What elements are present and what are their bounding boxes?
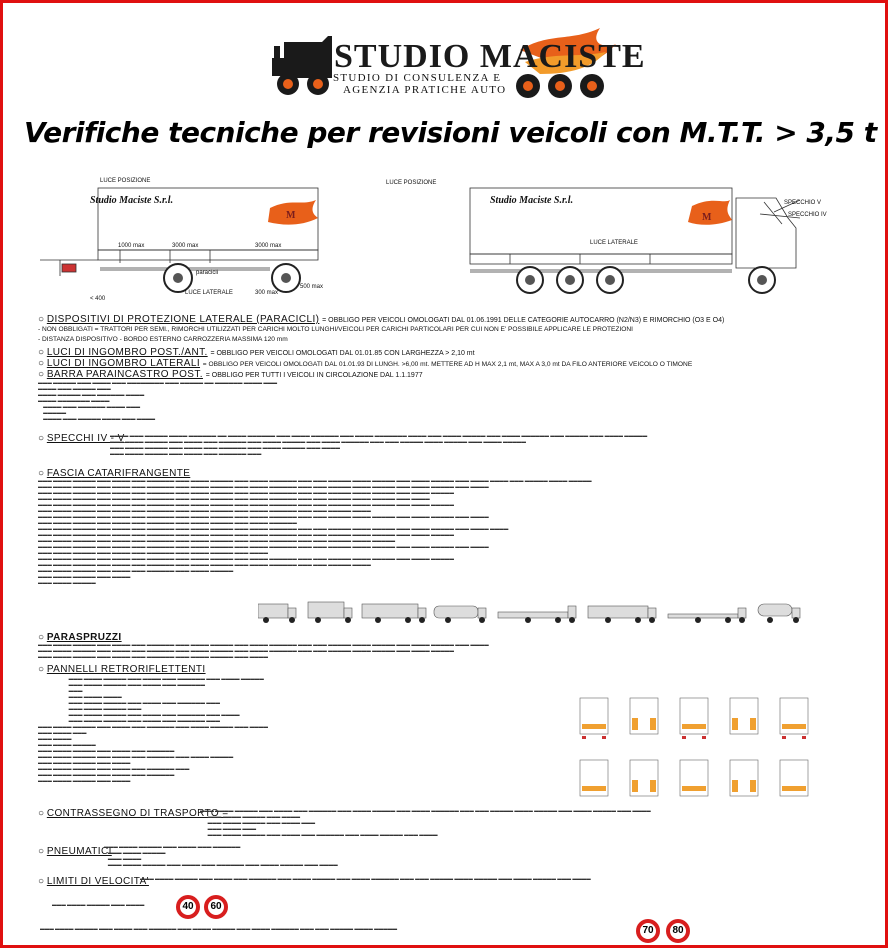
label-paracicli: paracicli	[196, 270, 219, 276]
heading-pannelli: PANNELLI RETRORIFLETTENTI	[46, 664, 206, 675]
page-title: Verifiche tecniche per revisioni veicoli con M.T.T. > 3,5 t	[24, 116, 877, 149]
fine-print-paraspruzzi: ▬▬▬ ▬▬▬▬ ▬▬▬▬▬ ▬▬▬ ▬▬▬▬ ▬▬▬ ▬▬▬▬▬▬ ▬▬▬ ▬▬▬▬ ▬▬▬▬▬ ▬▬▬ ▬▬▬▬ ▬▬▬▬▬▬ ▬▬▬ ▬▬▬ ▬▬▬▬▬ ▬▬▬▬ ▬▬▬▬▬ ▬▬▬ ▬▬▬▬ ▬▬▬▬▬ ▬▬▬ ▬▬▬▬ ▬▬▬ ▬▬▬▬ ▬▬▬▬▬ ▬▬▬ ▬▬▬▬ ▬▬▬ ▬▬▬▬▬▬ ▬▬▬ ▬▬▬▬ ▬▬▬▬▬ ▬▬▬ ▬▬▬▬ ▬▬▬▬▬▬ ▬▬▬ ▬▬▬ ▬▬▬▬▬ ▬▬▬▬ ▬▬▬▬▬ ▬▬▬ ▬▬▬▬ ▬▬▬▬▬ ▬▬▬ ▬▬▬▬ ▬▬▬▬▬ ▬▬▬ ▬▬▬▬ ▬▬▬ ▬▬▬▬▬▬ ▬▬▬ ▬▬▬▬ ▬▬▬▬▬ ▬▬▬ ▬▬▬▬	[38, 642, 489, 659]
section-pannelli: ○ PANNELLI RETRORIFLETTENTI	[38, 664, 206, 675]
section-fascia: ○ FASCIA CATARIFRANGENTE	[38, 468, 191, 479]
text-dispositivi: = OBBLIGO PER VEICOLI OMOLOGATI DAL 01.06.1991 DELLE CATEGORIE AUTOCARRO (N2/N3) E RIMORCHIO (O3 E O4)	[322, 317, 725, 324]
truck-company-name: Studio Maciste S.r.l.	[490, 195, 574, 206]
text-luci-post: = OBBLIGO PER VEICOLI OMOLOGATI DAL 01.01.85 CON LARGHEZZA > 2,10 mt	[210, 350, 475, 357]
svg-text:M: M	[702, 212, 712, 223]
trailer-company-name: Studio Maciste S.r.l.	[90, 195, 174, 206]
brand-name: STUDIO MACISTE	[334, 38, 646, 75]
section-dispositivi: ○ DISPOSITIVI DI PROTEZIONE LATERALE (PARACICLI) = OBBLIGO PER VEICOLI OMOLOGATI DAL 01.06.1991 DELLE CATEGORIE AUTOCARRO (N2/N3) E RIMORCHIO (O3 E O4)	[38, 314, 725, 325]
fine-print-barra: ▬▬▬ ▬▬▬▬▬ ▬▬▬ ▬▬▬▬ ▬▬▬ ▬▬▬▬▬▬▬▬ ▬▬▬ ▬▬▬▬▬ ▬▬ ▬▬▬▬▬▬ ▬▬▬▬ ▬▬▬ ▬▬▬▬ ▬▬▬ ▬▬▬▬▬ ▬▬▬ ▬▬▬▬ ▬▬▬▬▬ ▬▬▬ ▬▬▬▬▬▬ ▬▬▬▬ ▬▬▬▬ ▬▬▬▬▬▬▬ ▬▬▬▬ ▬▬▬▬ ▬▬▬ ▬▬▬▬▬▬ ▬▬▬▬ ▬▬▬ ▬▬▬▬▬ ▬▬▬▬ ▬▬▬ ▬▬▬▬▬ ▬▬▬▬ ▬▬▬ ▬▬▬▬	[38, 380, 278, 421]
section-luci-post: ○ LUCI DI INGOMBRO POST./ANT. = OBBLIGO PER VEICOLI OMOLOGATI DAL 01.01.85 CON LARGHEZZA > 2,10 mt	[38, 347, 475, 358]
fine-print-limiti-small: ▬▬▬ ▬▬▬▬ ▬▬▬▬▬ ▬▬▬ ▬▬▬▬	[52, 902, 145, 907]
heading-luci-post: LUCI DI INGOMBRO POST./ANT.	[46, 347, 208, 358]
vehicle-types-illustration	[258, 598, 818, 628]
heading-contrassegno: CONTRASSEGNO DI TRASPORTO =	[46, 808, 229, 819]
label-dim-3000a: 3000 max	[172, 243, 199, 249]
text-non-obbligati: - NON OBBLIGATI = TRATTORI PER SEMI., RIMORCHI UTILIZZATI PER CARICHI MOLTO LUNGHI/VEICOLI PER CARICHI PARTICOLARI PER CUI NON E' POSSIBILE APPLICARE LE PROTEZIONI	[38, 326, 633, 333]
label-dim-1000: 1000 max	[118, 243, 145, 249]
section-specchi: ○ SPECCHI IV - V	[38, 433, 125, 444]
speed-limit-80-sign: 80	[666, 919, 690, 943]
label-luce-posizione-left: LUCE POSIZIONE	[100, 178, 151, 184]
reflective-panels-illustration	[560, 688, 870, 808]
label-specchio-iv: SPECCHIO IV	[788, 212, 827, 218]
section-luci-lat: ○ LUCI DI INGOMBRO LATERALI = OBBLIGO PER VEICOLI OMOLOGATI DAL 01.01.93 DI LUNGH. >6,00 mt. METTERE AD H MAX 2,1 mt, MAX A 3,0 mt DA FILO ANTERIORE VEICOLO O TIMONE	[38, 358, 693, 369]
text-luci-lat: = OBBLIGO PER VEICOLI OMOLOGATI DAL 01.01.93 DI LUNGH. >6,00 mt. METTERE AD H MAX 2,1 mt, MAX A 3,0 mt DA FILO ANTERIORE VEICOLO O TIMONE	[202, 361, 693, 368]
label-luce-laterale-right: LUCE LATERALE	[590, 240, 638, 246]
heading-specchi: SPECCHI IV - V	[46, 433, 125, 444]
speed-limit-60-sign: 60	[204, 895, 228, 919]
svg-text:M: M	[286, 210, 296, 221]
label-specchio-v: SPECCHIO V	[784, 200, 822, 206]
label-dim-500: 500 max	[300, 284, 324, 290]
label-dim-400: < 400	[90, 296, 106, 302]
section-barra: ○ BARRA PARAINCASTRO POST. = OBBLIGO PER TUTTI I VEICOLI IN CIRCOLAZIONE DAL 1.1.1977	[38, 369, 423, 380]
section-limiti: ○ LIMITI DI VELOCITA'	[38, 876, 149, 887]
heading-limiti: LIMITI DI VELOCITA'	[46, 876, 149, 887]
label-luce-laterale-left: LUCE LATERALE	[185, 290, 233, 296]
fine-print-contrassegno: ▬▬▬ ▬▬▬▬ ▬▬▬▬▬ ▬▬▬ ▬▬▬▬ ▬▬▬ ▬▬▬▬▬▬ ▬▬▬ ▬▬▬▬ ▬▬▬▬▬ ▬▬▬ ▬▬▬▬ ▬▬▬▬▬▬ ▬▬▬ ▬▬▬ ▬▬▬▬▬ ▬▬▬▬ ▬▬▬▬▬ ▬▬▬ ▬▬▬▬ ▬▬▬▬▬ ▬▬▬ ▬▬▬▬ ▬▬▬ ▬▬▬▬ ▬▬▬▬▬ ▬▬▬ ▬▬▬▬ ▬▬▬ ▬▬▬▬ ▬▬▬▬▬ ▬▬▬ ▬▬▬▬ ▬▬▬ ▬▬▬ ▬▬▬▬ ▬▬▬ ▬▬▬ ▬▬▬▬ ▬▬▬▬▬ ▬▬▬ ▬▬▬▬ ▬▬▬ ▬▬▬▬▬▬ ▬▬▬ ▬▬▬▬ ▬▬▬▬▬ ▬▬▬ ▬▬▬▬	[200, 808, 651, 837]
speed-limit-40-sign: 40	[176, 895, 200, 919]
fine-print-limiti: ▬▬▬ ▬▬▬▬ ▬▬▬▬▬ ▬▬▬ ▬▬▬▬ ▬▬▬ ▬▬▬▬▬▬ ▬▬▬ ▬▬▬▬ ▬▬▬▬▬ ▬▬▬ ▬▬▬▬ ▬▬▬▬▬▬ ▬▬▬ ▬▬▬ ▬▬▬▬▬ ▬▬▬▬ ▬▬▬▬▬ ▬▬▬ ▬▬▬▬ ▬▬▬▬▬ ▬▬▬ ▬▬▬▬	[140, 876, 591, 881]
section-contrassegno: ○ CONTRASSEGNO DI TRASPORTO =	[38, 808, 229, 819]
fine-print-pannelli: ▬▬▬ ▬▬▬▬ ▬▬▬▬▬ ▬▬▬ ▬▬▬▬ ▬▬▬ ▬▬▬▬▬▬ ▬▬▬ ▬▬▬▬ ▬▬▬▬▬ ▬▬▬ ▬▬▬▬ ▬▬▬▬▬ ▬▬▬ ▬▬▬▬ ▬▬▬ ▬▬▬▬▬▬ ▬▬▬ ▬▬▬ ▬▬▬▬ ▬▬▬▬ ▬▬▬ ▬▬▬▬ ▬▬▬▬▬ ▬▬▬ ▬▬▬▬ ▬▬▬ ▬▬▬▬▬▬ ▬▬▬ ▬▬▬ ▬▬▬▬ ▬▬▬▬▬ ▬▬▬ ▬▬▬ ▬▬▬▬ ▬▬▬▬▬ ▬▬▬ ▬▬▬▬ ▬▬▬ ▬▬▬▬▬▬ ▬▬▬ ▬▬▬▬ ▬▬▬ ▬▬▬▬ ▬▬▬▬▬ ▬▬▬ ▬▬▬▬ ▬▬▬ ▬▬▬▬▬▬ ▬▬▬ ▬▬▬ ▬▬▬▬ ▬▬▬▬▬ ▬▬▬ ▬▬▬▬ ▬▬▬ ▬▬▬▬▬▬ ▬▬▬ ▬▬▬▬ ▬▬▬▬▬ ▬▬▬ ▬▬▬▬ ▬▬▬ ▬▬▬▬ ▬▬▬ ▬▬▬ ▬▬▬▬ ▬▬▬ ▬▬▬▬ ▬▬▬▬▬ ▬▬▬ ▬▬▬▬ ▬▬▬▬▬ ▬▬▬ ▬▬▬▬ ▬▬▬ ▬▬▬▬▬▬ ▬▬▬ ▬▬▬▬ ▬▬▬▬▬ ▬▬▬ ▬▬▬▬ ▬▬▬ ▬▬▬▬▬▬ ▬▬▬ ▬▬▬▬ ▬▬▬▬▬ ▬▬▬ ▬▬▬▬ ▬▬▬▬▬ ▬▬▬ ▬▬▬▬ ▬▬▬ ▬▬▬▬ ▬▬▬▬▬ ▬▬▬ ▬▬▬▬ ▬▬▬ ▬▬▬▬▬▬ ▬▬▬ ▬▬▬ ▬▬▬▬ ▬▬▬▬▬ ▬▬▬ ▬▬▬▬ ▬▬▬ ▬▬▬▬▬▬ ▬▬▬ ▬▬▬▬ ▬▬▬▬▬ ▬▬▬ ▬▬▬▬	[38, 676, 268, 783]
heading-pneumatici: PNEUMATICI	[46, 846, 112, 857]
text-barra: = OBBLIGO PER TUTTI I VEICOLI IN CIRCOLAZIONE DAL 1.1.1977	[205, 372, 423, 379]
label-dim-3000b: 3000 max	[255, 243, 282, 249]
label-luce-posizione-right: LUCE POSIZIONE	[386, 180, 437, 186]
brand-tagline-1: STUDIO DI CONSULENZA E	[333, 72, 502, 84]
section-pneumatici: ○ PNEUMATICI	[38, 846, 112, 857]
fine-print-specchi: ▬▬▬▬ ▬▬▬ ▬▬▬▬▬ ▬▬▬▬ ▬▬▬▬▬▬ ▬▬ ▬▬▬▬ ▬▬▬▬▬▬ ▬▬▬ ▬▬▬▬ ▬▬▬▬▬▬ ▬▬▬ ▬▬▬▬ ▬▬▬▬▬▬▬ ▬▬▬▬ ▬▬▬ ▬▬▬▬ ▬▬▬▬▬ ▬▬▬ ▬▬▬▬ ▬▬▬▬▬▬ ▬▬▬ ▬▬▬▬▬ ▬▬▬ ▬▬▬▬ ▬▬▬▬▬ ▬▬▬ ▬▬▬▬ ▬▬▬▬▬ ▬▬▬ ▬▬▬▬ ▬▬▬ ▬▬▬▬▬▬ ▬▬▬ ▬▬▬▬ ▬▬▬▬▬ ▬▬▬ ▬▬▬▬ ▬▬▬▬▬▬ ▬▬▬ ▬▬▬ ▬▬▬▬▬ ▬▬▬▬ ▬▬▬▬▬ ▬▬▬ ▬▬▬▬ ▬▬▬▬▬ ▬▬▬ ▬▬▬▬ ▬▬▬▬▬ ▬▬▬ ▬▬▬▬ ▬▬▬ ▬▬▬▬▬▬ ▬▬▬ ▬▬▬▬ ▬▬▬▬▬ ▬▬▬ ▬▬▬▬ ▬▬▬ ▬▬▬▬ ▬▬▬▬▬ ▬▬▬ ▬▬▬▬ ▬▬▬ ▬▬▬▬▬▬ ▬▬▬	[110, 433, 648, 456]
brand-tagline-2: AGENZIA PRATICHE AUTO	[343, 84, 507, 96]
heading-fascia: FASCIA CATARIFRANGENTE	[46, 468, 191, 479]
heading-paraspruzzi: PARASPRUZZI	[46, 632, 122, 643]
heading-luci-lat: LUCI DI INGOMBRO LATERALI	[46, 358, 201, 369]
fine-print-limiti-large: ▬▬▬ ▬▬▬▬ ▬▬▬▬▬ ▬▬▬ ▬▬▬▬ ▬▬▬ ▬▬▬▬▬▬ ▬▬▬ ▬▬▬▬ ▬▬▬▬▬ ▬▬▬ ▬▬▬▬ ▬▬▬▬▬▬ ▬▬▬ ▬▬▬ ▬▬▬▬▬ ▬▬▬▬ ▬▬▬▬▬	[40, 926, 398, 931]
section-paraspruzzi: ○ PARASPRUZZI	[38, 632, 122, 643]
fine-print-pneumatici: ▬▬▬ ▬▬▬▬ ▬▬▬▬▬ ▬▬▬ ▬▬▬▬ ▬▬▬ ▬▬▬▬▬▬ ▬▬▬ ▬▬▬▬ ▬▬▬▬▬ ▬▬▬ ▬▬▬▬ ▬▬▬ ▬▬▬▬ ▬▬▬▬▬ ▬▬▬ ▬▬▬▬ ▬▬▬ ▬▬▬▬▬▬ ▬▬▬ ▬▬▬▬ ▬▬▬▬▬ ▬▬▬ ▬▬▬▬	[104, 844, 338, 867]
label-dim-300: 300 max	[255, 290, 279, 296]
speed-limit-70-sign: 70	[636, 919, 660, 943]
heading-dispositivi: DISPOSITIVI DI PROTEZIONE LATERALE (PARACICLI)	[46, 314, 320, 325]
text-distanza: - DISTANZA DISPOSITIVO - BORDO ESTERNO CARROZZERIA MASSIMA 120 mm	[38, 336, 288, 343]
heading-barra: BARRA PARAINCASTRO POST.	[46, 369, 203, 380]
fine-print-fascia: ▬▬▬ ▬▬▬▬ ▬▬▬▬▬ ▬▬▬ ▬▬▬▬ ▬▬▬ ▬▬▬▬▬▬ ▬▬▬ ▬▬▬▬ ▬▬▬▬▬ ▬▬▬ ▬▬▬▬ ▬▬▬▬▬▬ ▬▬▬ ▬▬▬ ▬▬▬▬▬ ▬▬▬▬ ▬▬▬▬▬ ▬▬▬ ▬▬▬▬ ▬▬▬▬▬ ▬▬▬ ▬▬▬▬ ▬▬▬▬ ▬▬▬ ▬▬▬▬▬ ▬▬▬▬ ▬▬▬▬▬ ▬▬▬ ▬▬▬▬ ▬▬▬▬▬ ▬▬▬ ▬▬▬▬ ▬▬▬ ▬▬▬▬▬▬ ▬▬▬ ▬▬▬▬ ▬▬▬▬▬ ▬▬▬ ▬▬▬▬ ▬▬▬▬▬▬ ▬▬▬ ▬▬▬ ▬▬▬▬▬ ▬▬▬▬ ▬▬▬▬▬ ▬▬▬ ▬▬▬▬ ▬▬▬▬▬ ▬▬▬ ▬▬▬▬ ▬▬▬ ▬▬▬▬ ▬▬▬▬▬ ▬▬▬ ▬▬▬▬ ▬▬▬ ▬▬▬▬▬▬ ▬▬▬ ▬▬▬▬ ▬▬▬▬▬ ▬▬▬ ▬▬▬▬ ▬▬▬▬▬▬ ▬▬▬ ▬▬▬ ▬▬▬▬▬ ▬▬▬▬ ▬▬▬▬▬ ▬▬▬ ▬▬▬▬ ▬▬▬▬▬ ▬▬▬ ▬▬▬▬ ▬▬▬▬▬ ▬▬▬ ▬▬▬▬ ▬▬▬ ▬▬▬▬▬▬ ▬▬▬ ▬▬▬▬ ▬▬▬▬▬ ▬▬▬ ▬▬▬▬ ▬▬▬▬▬▬ ▬▬▬ ▬▬▬ ▬▬▬▬▬ ▬▬▬▬ ▬▬▬▬▬ ▬▬▬ ▬▬▬▬ ▬▬▬ ▬▬▬▬ ▬▬▬▬▬ ▬▬▬ ▬▬▬▬ ▬▬▬ ▬▬▬▬▬▬ ▬▬▬ ▬▬▬▬ ▬▬▬▬▬ ▬▬▬ ▬▬▬▬ ▬▬▬▬▬▬ ▬▬▬ ▬▬▬ ▬▬▬▬▬ ▬▬▬▬ ▬▬▬▬▬ ▬▬▬ ▬▬▬▬ ▬▬▬▬▬ ▬▬▬ ▬▬▬▬ ▬▬▬▬▬ ▬▬▬ ▬▬▬▬ ▬▬▬ ▬▬▬▬▬▬ ▬▬▬ ▬▬▬▬ ▬▬▬▬▬ ▬▬▬ ▬▬▬▬ ▬▬▬▬▬▬ ▬▬▬ ▬▬▬ ▬▬▬▬▬ ▬▬▬▬ ▬▬▬ ▬▬▬▬ ▬▬▬▬▬ ▬▬▬ ▬▬▬▬ ▬▬▬ ▬▬▬▬▬▬ ▬▬▬ ▬▬▬▬ ▬▬▬▬▬ ▬▬▬ ▬▬▬▬ ▬▬▬▬▬▬ ▬▬▬ ▬▬▬ ▬▬▬▬▬ ▬▬▬▬ ▬▬▬▬▬ ▬▬▬ ▬▬▬▬ ▬▬▬▬▬ ▬▬▬ ▬▬▬▬ ▬▬▬ ▬▬▬▬ ▬▬▬▬▬ ▬▬▬ ▬▬▬▬ ▬▬▬ ▬▬▬▬▬▬ ▬▬▬ ▬▬▬▬ ▬▬▬▬▬ ▬▬▬ ▬▬▬▬ ▬▬▬▬▬▬ ▬▬▬ ▬▬▬▬ ▬▬▬▬▬ ▬▬▬ ▬▬▬▬ ▬▬▬ ▬▬▬▬▬▬ ▬▬▬ ▬▬▬▬ ▬▬▬▬▬ ▬▬▬ ▬▬▬▬ ▬▬▬▬▬▬ ▬▬▬ ▬▬▬ ▬▬▬▬▬ ▬▬▬▬ ▬▬▬▬▬ ▬▬▬ ▬▬▬▬ ▬▬▬▬▬ ▬▬▬ ▬▬▬▬ ▬▬▬▬ ▬▬▬ ▬▬▬▬ ▬▬▬▬▬ ▬▬▬ ▬▬▬▬ ▬▬▬ ▬▬▬▬▬▬ ▬▬▬ ▬▬▬▬ ▬▬▬▬▬ ▬▬▬ ▬▬▬▬ ▬▬▬▬▬▬ ▬▬▬ ▬▬▬ ▬▬▬▬▬ ▬▬▬▬ ▬▬▬▬▬ ▬▬▬ ▬▬▬▬ ▬▬▬▬▬ ▬▬▬ ▬▬▬▬ ▬▬▬▬▬ ▬▬▬ ▬▬▬▬ ▬▬▬ ▬▬▬▬▬▬ ▬▬▬ ▬▬▬▬ ▬▬▬▬▬ ▬▬▬ ▬▬▬▬ ▬▬▬▬▬▬ ▬▬▬ ▬▬▬ ▬▬▬▬▬ ▬▬▬▬ ▬▬▬▬▬ ▬▬▬ ▬▬▬▬ ▬▬▬▬▬ ▬▬▬ ▬▬▬▬ ▬▬▬ ▬▬▬▬▬▬ ▬▬▬ ▬▬▬▬ ▬▬▬▬▬ ▬▬▬ ▬▬▬▬ ▬▬▬▬▬▬ ▬▬▬ ▬▬▬ ▬▬▬▬▬ ▬▬▬▬ ▬▬▬▬▬ ▬▬▬ ▬▬▬▬ ▬▬▬▬▬ ▬▬▬ ▬▬▬▬ ▬▬▬ ▬▬▬▬ ▬▬▬▬▬ ▬▬▬ ▬▬▬▬ ▬▬▬ ▬▬▬▬▬▬ ▬▬▬ ▬▬▬▬ ▬▬▬▬▬ ▬▬▬ ▬▬▬▬ ▬▬▬ ▬▬▬▬ ▬▬▬▬▬ ▬▬▬ ▬▬▬▬ ▬▬▬ ▬▬▬▬▬▬ ▬▬▬ ▬▬▬▬ ▬▬▬▬▬ ▬▬▬ ▬▬▬▬ ▬▬▬▬▬▬ ▬▬▬ ▬▬▬ ▬▬▬▬▬ ▬▬▬▬ ▬▬▬▬▬ ▬▬▬ ▬▬▬▬ ▬▬▬▬▬ ▬▬▬ ▬▬▬▬ ▬▬▬▬▬ ▬▬▬ ▬▬▬▬ ▬▬▬ ▬▬▬▬▬▬ ▬▬▬ ▬▬▬▬ ▬▬▬▬▬ ▬▬▬ ▬▬▬▬ ▬▬▬▬▬▬ ▬▬▬ ▬▬▬ ▬▬▬▬▬ ▬▬▬▬ ▬▬▬ ▬▬▬▬ ▬▬▬▬▬ ▬▬▬ ▬▬▬▬ ▬▬▬ ▬▬▬▬▬▬ ▬▬▬ ▬▬▬▬ ▬▬▬▬▬ ▬▬▬ ▬▬▬▬ ▬▬▬▬▬ ▬▬▬ ▬▬▬▬ ▬▬▬ ▬▬▬▬ ▬▬▬▬▬	[38, 478, 592, 585]
